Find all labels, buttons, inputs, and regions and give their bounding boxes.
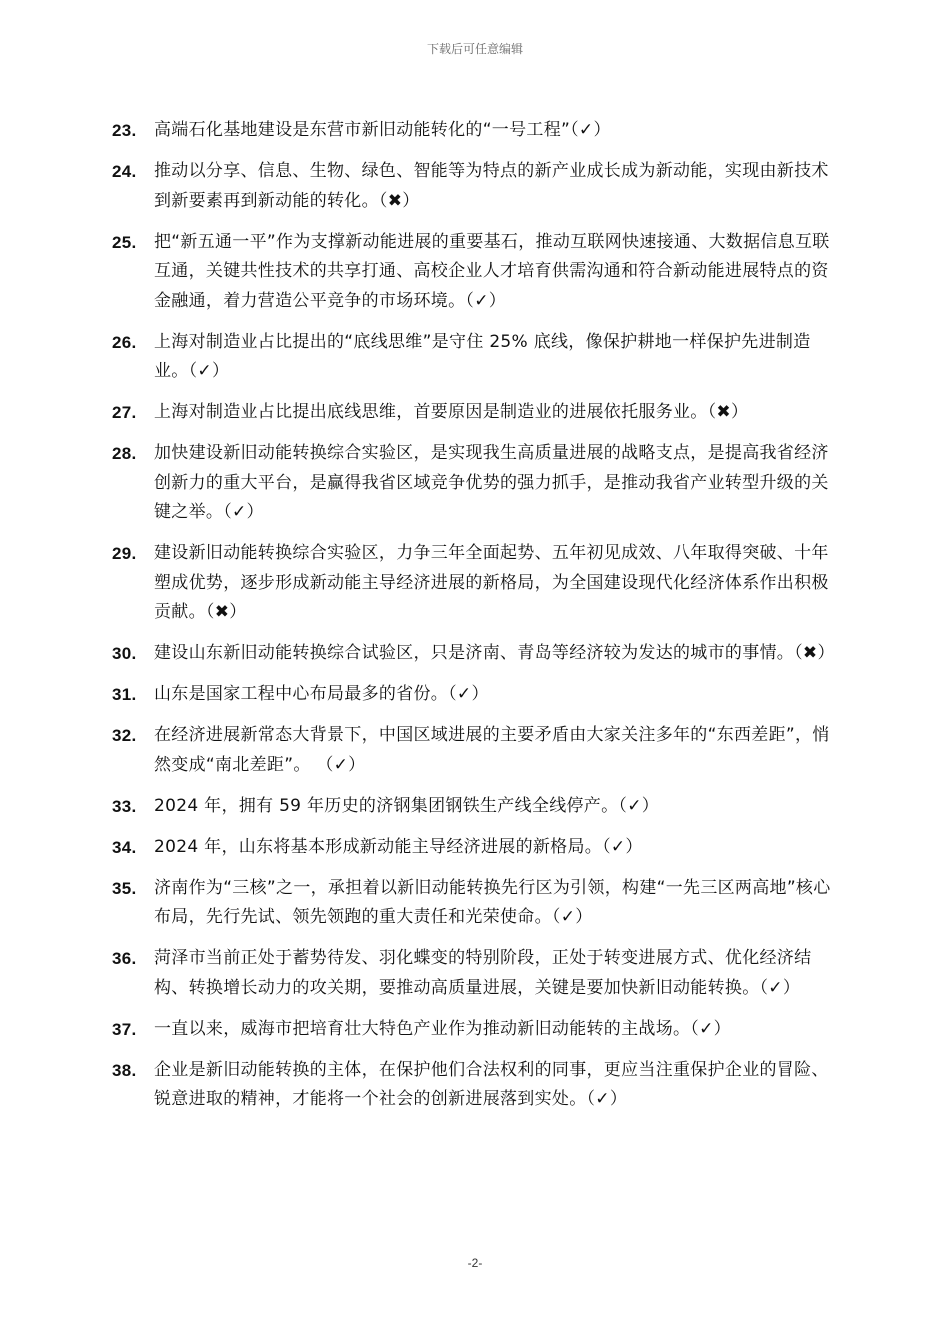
list-item <box>112 680 842 710</box>
item-text: 在经济进展新常态大背景下，中国区域进展的主要矛盾由大家关注多年的“东西差距”，悄然变成“南北差距”。 （✓） <box>154 725 830 775</box>
question-list <box>112 116 842 1126</box>
list-item <box>112 157 842 216</box>
list-item <box>112 398 842 428</box>
item-text: 加快建设新旧动能转换综合实验区，是实现我生高质量进展的战略支点，是提高我省经济创新力的重大平台，是赢得我省区域竞争优势的强力抓手，是推动我省产业转型升级的关键之举。（✓） <box>154 443 829 522</box>
item-text: 企业是新旧动能转换的主体，在保护他们合法权利的同事，更应当注重保护企业的冒险、锐意进取的精神，才能将一个社会的创新进展落到实处。（✓） <box>154 1059 829 1109</box>
page-number: -2- <box>467 1256 483 1270</box>
item-number: 37. <box>112 1019 137 1039</box>
list-item <box>112 328 842 387</box>
item-number: 26. <box>112 332 137 352</box>
list-item <box>112 721 842 780</box>
item-text: 2024 年，拥有 59 年历史的济钢集团钢铁生产线全线停产。（✓） <box>154 795 660 816</box>
page-header: 下载后可任意编辑 <box>426 42 523 56</box>
list-item <box>112 639 842 669</box>
list-item <box>112 944 842 1003</box>
list-item <box>112 539 842 628</box>
item-text: 菏泽市当前正处于蓄势待发、羽化蝶变的特别阶段，正处于转变进展方式、优化经济结构、转换增长动力的攻关期，要推动高质量进展，关键是要加快新旧动能转换。（✓） <box>154 948 812 998</box>
item-number: 30. <box>112 644 137 663</box>
item-number: 38. <box>112 1060 137 1080</box>
item-number: 27. <box>112 403 137 422</box>
item-number: 25. <box>112 232 137 252</box>
list-item <box>112 833 842 863</box>
list-item <box>112 1056 842 1115</box>
list-item <box>112 1015 842 1045</box>
item-text: 济南作为“三核”之一，承担着以新旧动能转换先行区为引领，构建“一先三区两高地”核心布局，先行先试、领先领跑的重大责任和光荣使命。（✓） <box>154 877 831 927</box>
item-text: 建设新旧动能转换综合实验区，力争三年全面起势、五年初见成效、八年取得突破、十年塑成优势，逐步形成新动能主导经济进展的新格局，为全国建设现代化经济体系作出积极贡献。（✖） <box>154 543 829 622</box>
item-number: 31. <box>112 685 137 704</box>
item-text: 高端石化基地建设是东营市新旧动能转化的“一号工程”（✓） <box>154 120 611 140</box>
item-number: 34. <box>112 837 137 857</box>
item-text: 山东是国家工程中心布局最多的省份。（✓） <box>154 684 489 704</box>
list-item <box>112 874 842 933</box>
item-text: 上海对制造业占比提出底线思维，首要原因是制造业的进展依托服务业。（✖） <box>154 402 749 422</box>
item-number: 24. <box>112 162 137 181</box>
item-text: 一直以来，威海市把培育壮大特色产业作为推动新旧动能转的主战场。（✓） <box>154 1018 731 1039</box>
item-text: 推动以分享、信息、生物、绿色、智能等为特点的新产业成长成为新动能，实现由新技术到新要素再到新动能的转化。（✖） <box>154 161 829 211</box>
list-item <box>112 792 842 822</box>
item-text: 建设山东新旧动能转换综合试验区，只是济南、青岛等经济较为发达的城市的事情。（✖） <box>154 643 835 663</box>
list-item <box>112 439 842 528</box>
item-text: 把“新五通一平”作为支撑新动能进展的重要基石，推动互联网快速接通、大数据信息互联互通，关键共性技术的共享打通、高校企业人才培育供需沟通和符合新动能进展特点的资金融通，着力营造公平竞争的市场环境。（✓） <box>154 231 830 311</box>
item-number: 29. <box>112 544 137 563</box>
item-number: 23. <box>112 121 137 140</box>
item-number: 28. <box>112 444 137 463</box>
item-number: 35. <box>112 878 137 898</box>
item-number: 32. <box>112 726 137 745</box>
list-item <box>112 228 842 317</box>
item-text: 2024 年，山东将基本形成新动能主导经济进展的新格局。（✓） <box>154 836 643 857</box>
item-number: 33. <box>112 796 137 816</box>
item-number: 36. <box>112 949 137 968</box>
item-text: 上海对制造业占比提出的“底线思维”是守住 25% 底线，像保护耕地一样保护先进制造业。（✓） <box>154 331 811 381</box>
list-item <box>112 116 842 146</box>
